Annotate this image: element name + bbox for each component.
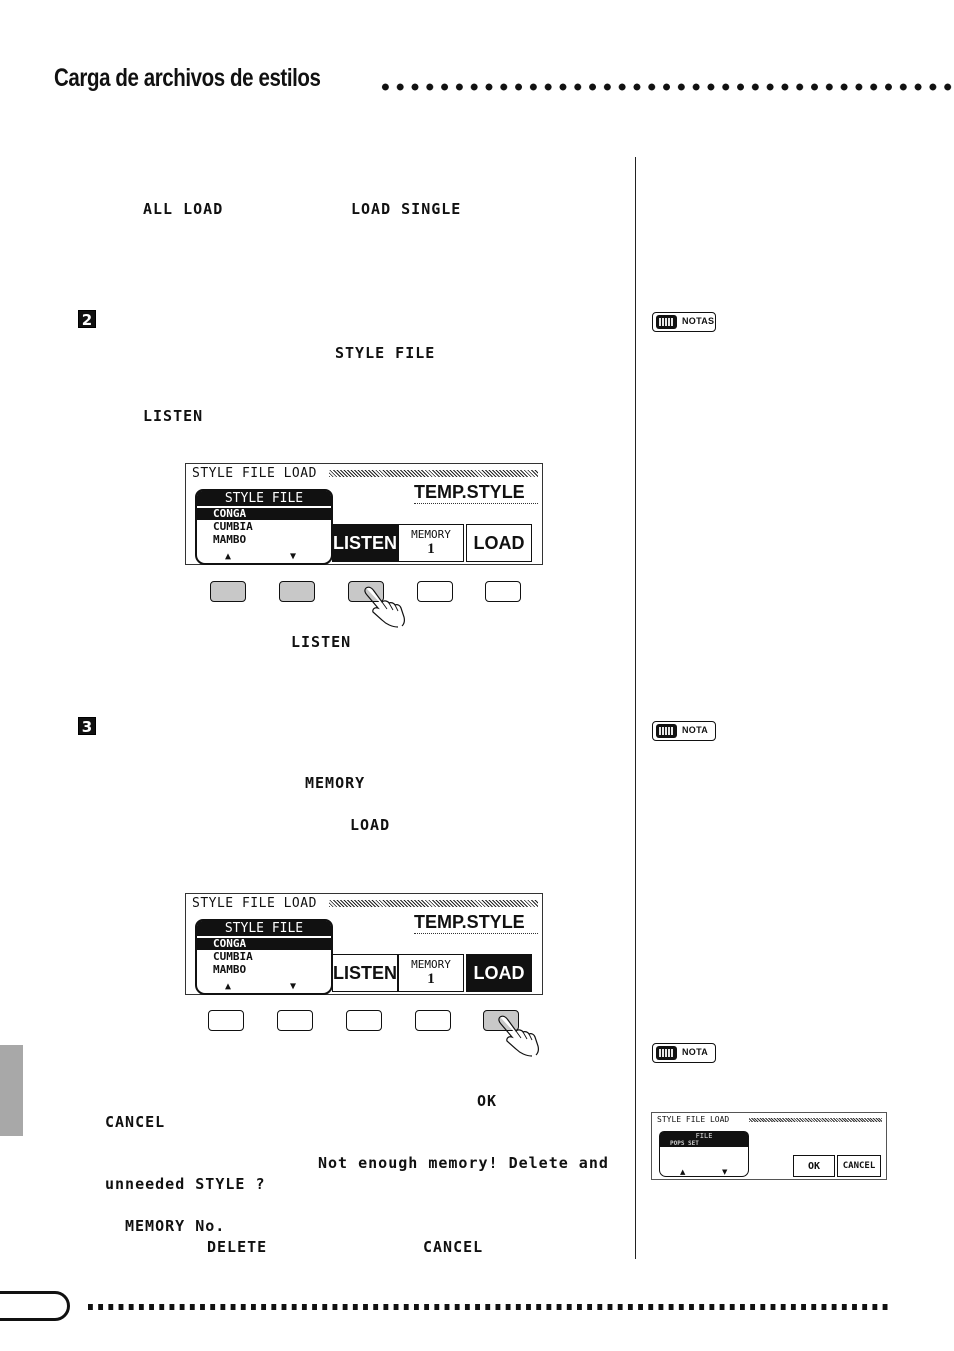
panel-button-2[interactable] (279, 581, 315, 602)
lcd-load-button[interactable]: LOAD (466, 954, 532, 992)
list-title: STYLE FILE (197, 491, 331, 506)
memory-label: MEMORY (411, 528, 451, 541)
panel-button-3[interactable] (346, 1010, 382, 1031)
panel-button-1[interactable] (210, 581, 246, 602)
pressing-hand-icon (360, 584, 412, 628)
keyword-memory: MEMORY (305, 774, 366, 792)
lcd-header-hatch (329, 470, 538, 477)
lcd-header: STYLE FILE LOAD (192, 466, 317, 481)
message-line-2: unneeded STYLE ? (105, 1175, 266, 1193)
keyboard-icon (656, 1046, 677, 1060)
panel-button-2[interactable] (277, 1010, 313, 1031)
list-item[interactable]: MAMBO (213, 963, 247, 976)
arrow-up-icon: ▲ (225, 551, 232, 562)
memory-value: 1 (427, 541, 435, 557)
keyword-cancel: CANCEL (423, 1238, 484, 1256)
style-file-list[interactable] (195, 919, 333, 995)
list-item[interactable]: POPS SET (660, 1140, 748, 1147)
keyword-listen: LISTEN (291, 633, 352, 651)
page-number-pill (0, 1291, 70, 1321)
mini-lcd-header: STYLE FILE LOAD (657, 1115, 730, 1124)
lcd-listen-button[interactable]: LISTEN (332, 524, 398, 562)
list-item[interactable]: CUMBIA (213, 520, 253, 533)
list-item[interactable]: CONGA (197, 938, 331, 950)
page-title: Carga de archivos de estilos (54, 64, 321, 92)
note-label: NOTA (682, 725, 709, 735)
arrow-down-icon: ▼ (290, 551, 297, 562)
note-icon (652, 312, 716, 332)
list-item[interactable]: CUMBIA (213, 950, 253, 963)
pressing-hand-icon (494, 1013, 546, 1057)
lcd-file-name: TEMP.STYLE (414, 482, 538, 504)
lcd-header: STYLE FILE LOAD (192, 896, 317, 911)
memory-label: MEMORY (411, 958, 451, 971)
lcd-memory-button[interactable] (398, 524, 464, 562)
column-divider (635, 157, 636, 1259)
list-title: STYLE FILE (197, 921, 331, 936)
keyword-delete: DELETE (207, 1238, 268, 1256)
keyword-load-single: LOAD SINGLE (351, 200, 462, 218)
arrow-up-icon: ▲ (225, 981, 232, 992)
keyword-style-file: STYLE FILE (335, 344, 436, 362)
panel-button-4[interactable] (415, 1010, 451, 1031)
step-3-marker: 3 (78, 717, 96, 735)
lcd-listen-button[interactable]: LISTEN (332, 954, 398, 992)
message-line-1: Not enough memory! Delete and (318, 1154, 609, 1172)
note-icon (652, 721, 716, 741)
lcd-style-file-load-load (185, 893, 543, 995)
title-dotted-rule (378, 80, 954, 94)
panel-button-5[interactable] (485, 581, 521, 602)
note-label: NOTA (682, 1047, 709, 1057)
chapter-tab (0, 1045, 23, 1136)
lcd-header-hatch (329, 900, 538, 907)
mini-ok-button[interactable]: OK (793, 1155, 835, 1177)
keyword-ok: OK (477, 1092, 498, 1110)
mini-lcd-hatch (749, 1118, 882, 1122)
keyword-listen: LISTEN (143, 407, 204, 425)
keyboard-icon (656, 724, 677, 738)
keyword-load: LOAD (350, 816, 391, 834)
arrow-down-icon: ▼ (290, 981, 297, 992)
footer-dotted-rule (88, 1304, 888, 1312)
lcd-file-name: TEMP.STYLE (414, 912, 538, 934)
keyword-cancel: CANCEL (105, 1113, 166, 1131)
style-file-list[interactable] (195, 489, 333, 565)
arrow-up-icon: ▲ (680, 1168, 686, 1176)
note-label: NOTAS (682, 316, 715, 326)
keyword-all-load: ALL LOAD (143, 200, 224, 218)
mini-lcd-cancel-dialog (651, 1112, 887, 1180)
panel-button-1[interactable] (208, 1010, 244, 1031)
list-item[interactable]: CONGA (197, 508, 331, 520)
list-item[interactable]: MAMBO (213, 533, 247, 546)
mini-cancel-button[interactable]: CANCEL (837, 1155, 881, 1177)
lcd-memory-button[interactable] (398, 954, 464, 992)
lcd-load-button[interactable]: LOAD (466, 524, 532, 562)
lcd-style-file-load-listen (185, 463, 543, 565)
panel-button-4[interactable] (417, 581, 453, 602)
step-2-marker: 2 (78, 310, 96, 328)
memory-value: 1 (427, 971, 435, 987)
note-icon (652, 1043, 716, 1063)
mini-file-list[interactable] (659, 1131, 749, 1177)
keyboard-icon (656, 315, 677, 329)
arrow-down-icon: ▼ (722, 1168, 728, 1176)
keyword-memory-no: MEMORY No. (125, 1217, 226, 1235)
mini-list-title: FILE (660, 1132, 748, 1140)
